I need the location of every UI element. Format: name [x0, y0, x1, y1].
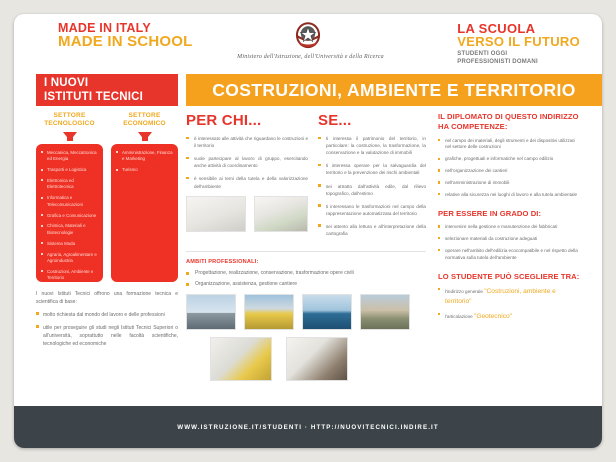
list-item: utile per proseguire gli studi negli Istituti Tecnici Superiori o all'università, soprattutto nelle facoltà scientifiche, tecnologiche ed economiche	[36, 324, 178, 348]
section-divider	[186, 251, 426, 252]
sector-economico	[111, 112, 178, 282]
campaign-sub-1: STUDENTI OGGI	[457, 51, 508, 57]
list-item: Sistema Moda	[41, 241, 98, 247]
middle-column	[186, 112, 426, 381]
per-chi-photos	[186, 196, 308, 232]
sector-label-line1: SETTORE	[128, 112, 161, 119]
list-item: ti interessa operare per la salvaguardia del territorio e la prevenzione dei rischi ambientali	[318, 162, 426, 176]
per-chi-list	[186, 135, 308, 190]
architect-drawing-photo	[286, 337, 348, 381]
ministry-label: Ministero dell'Istruzione, dell'Università e della Ricerca	[237, 54, 384, 60]
list-item: Agraria, Agroalimentare e Agroindustria	[41, 252, 98, 265]
sector-label-line2: TECNOLOGICO	[44, 120, 95, 128]
list-item: nell'amministrazione di immobili	[438, 180, 580, 187]
list-item: relative alla sicurezza nei luoghi di lavoro e alla tutela ambientale	[438, 192, 580, 199]
right-column	[438, 112, 580, 327]
down-arrow-icon	[63, 132, 77, 141]
left-column	[36, 112, 178, 353]
course-title-bar: COSTRUZIONI, AMBIENTE E TERRITORIO	[186, 74, 602, 106]
competenze-heading-line1: IL DIPLOMATO DI QUESTO INDIRIZZO	[438, 112, 579, 121]
list-item: selezionare materiali da costruzione adeguati	[438, 236, 580, 243]
drafting-tools-photo	[186, 196, 246, 232]
campaign-subtitle	[457, 51, 580, 66]
per-chi-heading: PER CHI...	[186, 112, 262, 129]
sector-tecnologico-list	[41, 150, 98, 282]
scelta-value: "Geotecnico"	[473, 312, 513, 320]
slide-body	[14, 106, 602, 406]
scelta-prefix: l'articolazione	[445, 313, 473, 319]
list-item: nel campo dei materiali, degli strumenti e dei dispositivi utilizzati nel settore delle costruzioni	[438, 138, 580, 152]
list-item: Costruzioni, Ambiente e Territorio	[41, 269, 98, 282]
list-item: sei attento alla lettura e all'interpretazione della cartografia	[318, 223, 426, 237]
list-item: Organizzazione, assistenza, gestione cantiere	[186, 281, 426, 287]
left-description	[36, 290, 178, 348]
presentation-slide	[14, 14, 602, 448]
sector-label-line1: SETTORE	[53, 112, 86, 119]
list-item: nell'organizzazione dei cantieri	[438, 168, 580, 175]
list-item: Trasporti e Logistica	[41, 167, 98, 173]
list-item: Turismo	[116, 167, 173, 173]
badge-line-1: I NUOVI	[44, 77, 89, 89]
competenze-heading	[438, 112, 580, 133]
gallery-row-1	[186, 294, 426, 330]
list-item: Progettazione, realizzazione, conservazione, trasformazione opere civili	[186, 270, 426, 276]
list-item: vuole partecipare al lavoro di gruppo, esercitando anche attività di coordinamento	[186, 155, 308, 169]
sector-label	[36, 112, 103, 129]
list-item: molto richiesta dal mondo del lavoro e delle professioni	[36, 311, 178, 319]
sector-label-line2: ECONOMICO	[123, 120, 166, 128]
list-item: ti interessano le trasformazioni nel campo della rappresentazione automatizzata del territorio	[318, 203, 426, 217]
se-block	[318, 112, 426, 243]
blueprint-helmet-photo	[210, 337, 272, 381]
campaign-logo	[457, 22, 580, 66]
campaign-sub-2: PROFESSIONISTI DOMANI	[457, 58, 538, 65]
list-item: grafiche, progettuali e informatiche nel campo edilizio	[438, 156, 580, 163]
list-item: operare nell'ambito dell'edilizia ecocompatibile e nel rispetto della normativa sulla tutela dell'ambiente	[438, 248, 580, 262]
offshore-drilling-rig-photo	[302, 294, 352, 330]
ambiti-list	[186, 270, 426, 287]
safety-helmet-site-photo	[244, 294, 294, 330]
in-grado-list	[438, 224, 580, 262]
list-item	[438, 312, 580, 322]
made-line-1: MADE IN ITALY	[58, 21, 151, 35]
scelta-value: "Costruzioni, ambiente e territorio"	[445, 287, 556, 305]
list-item: Chimica, Materiali e Biotecnologie	[41, 223, 98, 236]
per-chi-block	[186, 112, 308, 243]
badge-line-2: ISTITUTI TECNICI	[44, 90, 144, 103]
sector-tecnologico	[36, 112, 103, 282]
sector-tecnologico-card	[36, 144, 103, 282]
site-plan-model-photo	[254, 196, 308, 232]
list-item: Grafica e Comunicazione	[41, 213, 98, 219]
made-in-italy-logo	[58, 22, 192, 49]
left-intro-text: I nuovi Istituti Tecnici offrono una formazione tecnica e scientifica di base:	[36, 290, 178, 305]
campaign-line-2: VERSO IL FUTURO	[457, 34, 580, 49]
per-chi-se-group	[186, 112, 426, 243]
scelta-prefix: l'indirizzo generale	[445, 288, 483, 294]
list-item: è interessato alle attività che riguardano le costruzioni e il territorio	[186, 135, 308, 149]
left-bullet-list	[36, 311, 178, 348]
photo-gallery	[186, 294, 426, 381]
campaign-line-1: LA SCUOLA	[457, 21, 536, 36]
competenze-list	[438, 138, 580, 199]
se-list	[318, 135, 426, 237]
scelta-list	[438, 287, 580, 322]
competenze-heading-line2: HA COMPETENZE:	[438, 122, 508, 132]
se-heading: SE...	[318, 112, 352, 129]
in-grado-heading: PER ESSERE IN GRADO DI:	[438, 208, 542, 218]
sector-economico-card	[111, 144, 178, 282]
slide-header	[14, 14, 602, 72]
slide-footer	[14, 406, 602, 448]
footer-links: WWW.ISTRUZIONE.IT/STUDENTI · HTTP://NUOVITECNICI.INDIRE.IT	[177, 423, 439, 431]
scelta-heading: LO STUDENTE PUÒ SCEGLIERE TRA:	[438, 271, 580, 281]
list-item: Amministrazione, Finanza e Marketing	[116, 150, 173, 163]
list-item: Elettronica ed Elettrotecnica	[41, 178, 98, 191]
gallery-row-2	[186, 337, 426, 381]
ambiti-heading: AMBITI PROFESSIONALI:	[186, 259, 259, 266]
sectors-group	[36, 112, 178, 282]
building-site-worker-photo	[360, 294, 410, 330]
list-item: ti interessa il patrimonio del territorio, in particolare: la costruzione, la trasformazione, la conservazione e la valutazione di immobili	[318, 135, 426, 156]
down-arrow-icon	[138, 132, 152, 141]
made-line-2: MADE IN SCHOOL	[58, 32, 193, 50]
list-item: intervenire nella gestione e manutenzione dei fabbricati	[438, 224, 580, 231]
construction-crane-photo	[186, 294, 236, 330]
list-item: è sensibile ai temi della tutela e della valorizzazione dell'ambiente	[186, 175, 308, 189]
list-item: sei attratto dall'attività edile, dal rilievo topografico, dall'estimo	[318, 183, 426, 197]
italy-republic-emblem-icon	[291, 19, 325, 53]
list-item: Meccanica, Meccatronica ed Energia	[41, 150, 98, 163]
list-item	[438, 287, 580, 307]
istituti-tecnici-badge	[36, 74, 178, 106]
sector-label	[111, 112, 178, 129]
title-row	[14, 74, 602, 106]
sector-economico-list	[116, 150, 173, 174]
list-item: Informatica e Telecomunicazioni	[41, 195, 98, 208]
